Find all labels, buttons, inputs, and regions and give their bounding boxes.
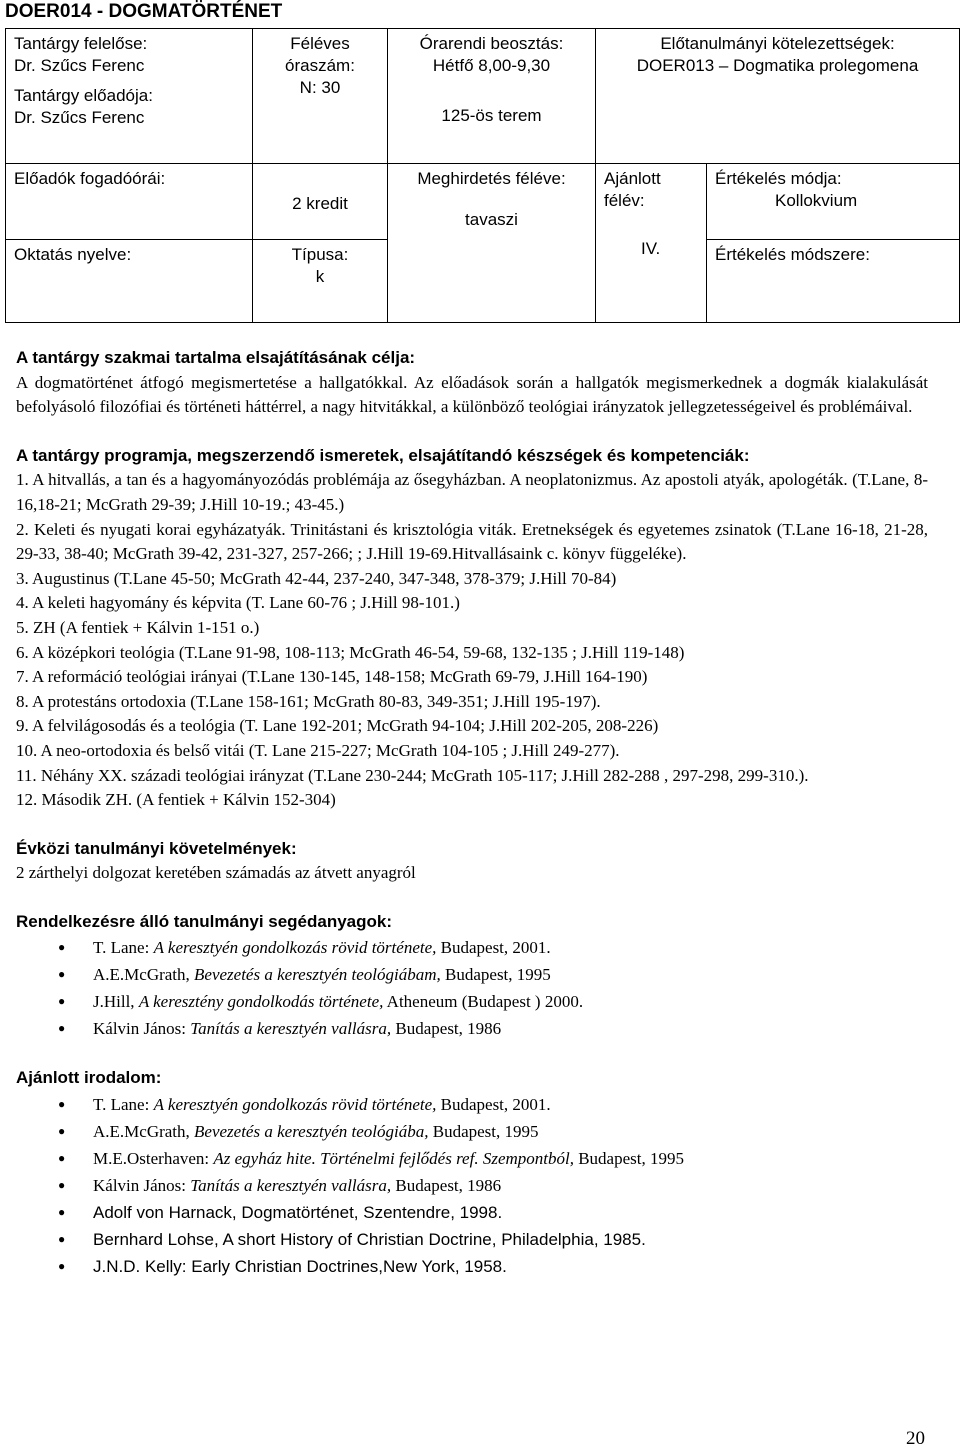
literature-list: [16, 1091, 928, 1280]
responsible-name: Dr. Szűcs Ferenc: [14, 56, 145, 75]
recommended-label-1: Ajánlott: [604, 169, 661, 188]
hours-label-2: óraszám:: [285, 56, 355, 75]
program-item-6: 6. A középkori teológia (T.Lane 91-98, 108-113; McGrath 46-54, 59-68, 132-135 ; J.Hill 119-148): [16, 642, 685, 662]
recommended-semester-cell: [596, 164, 707, 323]
materials-item-author: Kálvin János:: [93, 1019, 191, 1039]
materials-item-title: Bevezetés a keresztyén teológiábam,: [194, 965, 441, 985]
program-item-7: 7. A reformáció teológiai irányai (T.Lane 130-145, 148-158; McGrath 69-79, J.Hill 164-190): [16, 667, 648, 687]
type-value: k: [315, 267, 325, 286]
semester-value: tavaszi: [465, 210, 518, 229]
requirements-text: 2 zárthelyi dolgozat keretében számadás az átvett anyagról: [16, 863, 416, 883]
prerequisites-value: DOER013 – Dogmatika prolegomena: [636, 56, 919, 75]
materials-item: [16, 961, 928, 988]
hours-value: N: 30: [299, 78, 341, 97]
requirements-heading: Évközi tanulmányi követelmények:: [16, 838, 297, 858]
course-info-table: [5, 28, 960, 323]
materials-heading: Rendelkezésre álló tanulmányi segédanyagok:: [16, 911, 393, 931]
program-item-4: 4. A keleti hagyomány és képvita (T. Lane 60-76 ; J.Hill 98-101.): [16, 593, 460, 613]
evaluation-mode-cell: [707, 164, 960, 240]
literature-item: [16, 1145, 928, 1172]
literature-item: [16, 1199, 928, 1226]
materials-item-publisher: Atheneum (Budapest ) 2000.: [383, 992, 584, 1012]
evaluation-mode-value: Kollokvium: [775, 191, 858, 210]
materials-item-author: T. Lane:: [93, 938, 154, 958]
page-title: DOER014 - DOGMATÖRTÉNET: [5, 1, 283, 22]
language-cell: [6, 240, 253, 323]
literature-item: [16, 1091, 928, 1118]
credit-cell: [253, 164, 388, 240]
program-item-1: 1. A hitvallás, a tan és a hagyományozódás problémája az ősegyházban. A neoplatonizmus. Az apostoli atyák, apologéták. (T.Lane, 8-16,18-21; McGrath 29-39; J.Hill 10-19.; 43-45.): [16, 470, 928, 514]
materials-item-title: Tanítás a keresztyén vallásra,: [190, 1019, 392, 1039]
program-item-2: 2. Keleti és nyugati korai egyházatyák. Trinitástani és krisztológia viták. Eretnekségek és egyetemes zsinatok (T.Lane 16-18, 21-28, 29-33, 38-40; McGrath 39-42, 231-327, 257-266; ; J.Hill 19-69.Hitvallásaink c. könyv függeléke).: [16, 519, 928, 564]
schedule-time: Hétfő 8,00-9,30: [432, 56, 551, 75]
literature-item-author: A.E.McGrath,: [93, 1122, 195, 1142]
recommended-label-2: félév:: [604, 191, 645, 210]
materials-item: [16, 934, 928, 961]
materials-item: [16, 1015, 928, 1042]
materials-item-title: A keresztyén gondolkozás rövid története,: [153, 938, 437, 958]
program-item-11: 11. Néhány XX. századi teológiai irányzat (T.Lane 230-244; McGrath 105-117; J.Hill 282-288 , 297-298, 299-310.).: [16, 765, 809, 785]
literature-item-author: M.E.Osterhaven:: [93, 1149, 214, 1169]
evaluation-mode-label: Értékelés módja:: [715, 169, 842, 188]
type-cell: [253, 240, 388, 323]
materials-item: [16, 988, 928, 1015]
goal-text: A dogmatörténet átfogó megismertetése a hallgatókkal. Az előadások során a hallgatók megismerkednek a dogmák kialakulását befolyásoló filozófiai és történeti háttérrel, a nagy hitvitákkal, a különböző teológiai irányzatok jellegzetességeivel és problémáival.: [16, 372, 928, 417]
prerequisites-label: Előtanulmányi kötelezettségek:: [660, 34, 895, 53]
materials-item-author: J.Hill,: [93, 992, 139, 1012]
goal-heading: A tantárgy szakmai tartalma elsajátításának célja:: [16, 348, 416, 367]
literature-item: [16, 1253, 928, 1280]
schedule-cell: [388, 29, 596, 164]
program-item-10: 10. A neo-ortodoxia és belső vitái (T. Lane 215-227; McGrath 104-105 ; J.Hill 249-277).: [16, 740, 620, 760]
responsible-label: Tantárgy felelőse:: [14, 34, 148, 53]
course-content: [16, 346, 928, 1280]
type-label: Típusa:: [291, 245, 349, 264]
literature-item-text: Bernhard Lohse, A short History of Christian Doctrine, Philadelphia, 1985.: [93, 1230, 646, 1250]
hours-label-1: Féléves: [290, 34, 350, 53]
evaluation-method-cell: [707, 240, 960, 323]
literature-item-title: A keresztyén gondolkozás rövid története,: [153, 1095, 437, 1115]
office-hours-cell: [6, 164, 253, 240]
credit-value: 2 kredit: [292, 193, 348, 213]
program-item-5: 5. ZH (A fentiek + Kálvin 1-151 o.): [16, 617, 260, 637]
program-item-12: 12. Második ZH. (A fentiek + Kálvin 152-304): [16, 790, 336, 810]
literature-item: [16, 1172, 928, 1199]
semester-label: Meghirdetés féléve:: [417, 169, 566, 188]
responsible-cell: [6, 29, 253, 164]
literature-item: [16, 1226, 928, 1253]
office-hours-label: Előadók fogadóórái:: [14, 169, 166, 188]
room: 125-ös terem: [441, 106, 542, 125]
literature-item-title: Az egyház hite. Történelmi fejlődés ref. Szempontból,: [213, 1149, 574, 1169]
literature-item-publisher: Budapest, 1995: [573, 1149, 684, 1169]
materials-item-publisher: Budapest, 1986: [391, 1019, 502, 1039]
materials-item-publisher: Budapest, 2001.: [436, 938, 551, 958]
prerequisites-cell: [596, 29, 960, 164]
literature-item-publisher: Budapest, 1995: [428, 1122, 539, 1142]
literature-item-title: Bevezetés a keresztyén teológiába,: [194, 1122, 429, 1142]
lecturer-label: Tantárgy előadója:: [14, 86, 153, 105]
materials-item-publisher: Budapest, 1995: [440, 965, 551, 985]
literature-item-publisher: Budapest, 1986: [391, 1176, 502, 1196]
materials-item-author: A.E.McGrath,: [93, 965, 195, 985]
page-number: 20: [906, 1428, 925, 1449]
hours-cell: [253, 29, 388, 164]
language-label: Oktatás nyelve:: [14, 245, 132, 264]
literature-item-author: Kálvin János:: [93, 1176, 191, 1196]
literature-heading: Ajánlott irodalom:: [16, 1068, 162, 1088]
schedule-label: Órarendi beosztás:: [419, 34, 564, 53]
literature-item-text: J.N.D. Kelly: Early Christian Doctrines,New York, 1958.: [93, 1257, 507, 1277]
evaluation-method-label: Értékelés módszere:: [715, 245, 870, 264]
literature-item: [16, 1118, 928, 1145]
literature-item-author: T. Lane:: [93, 1095, 154, 1115]
semester-cell: [388, 164, 596, 323]
literature-item-title: Tanítás a keresztyén vallásra,: [190, 1176, 392, 1196]
literature-item-publisher: Budapest, 2001.: [436, 1095, 551, 1115]
materials-list: [16, 934, 928, 1042]
materials-item-title: A keresztény gondolkodás története,: [138, 992, 384, 1012]
program-item-3: 3. Augustinus (T.Lane 45-50; McGrath 42-44, 237-240, 347-348, 378-379; J.Hill 70-84): [16, 568, 617, 588]
program-item-8: 8. A protestáns ortodoxia (T.Lane 158-161; McGrath 80-83, 349-351; J.Hill 195-197).: [16, 691, 601, 711]
lecturer-name: Dr. Szűcs Ferenc: [14, 108, 145, 127]
program-heading: A tantárgy programja, megszerzendő ismeretek, elsajátítandó készségek és kompetenciák:: [16, 445, 750, 465]
recommended-value: IV.: [641, 239, 661, 258]
program-item-9: 9. A felvilágosodás és a teológia (T. Lane 192-201; McGrath 94-104; J.Hill 202-205, 208-226): [16, 716, 659, 736]
literature-item-text: Adolf von Harnack, Dogmatörténet, Szentendre, 1998.: [93, 1203, 503, 1223]
